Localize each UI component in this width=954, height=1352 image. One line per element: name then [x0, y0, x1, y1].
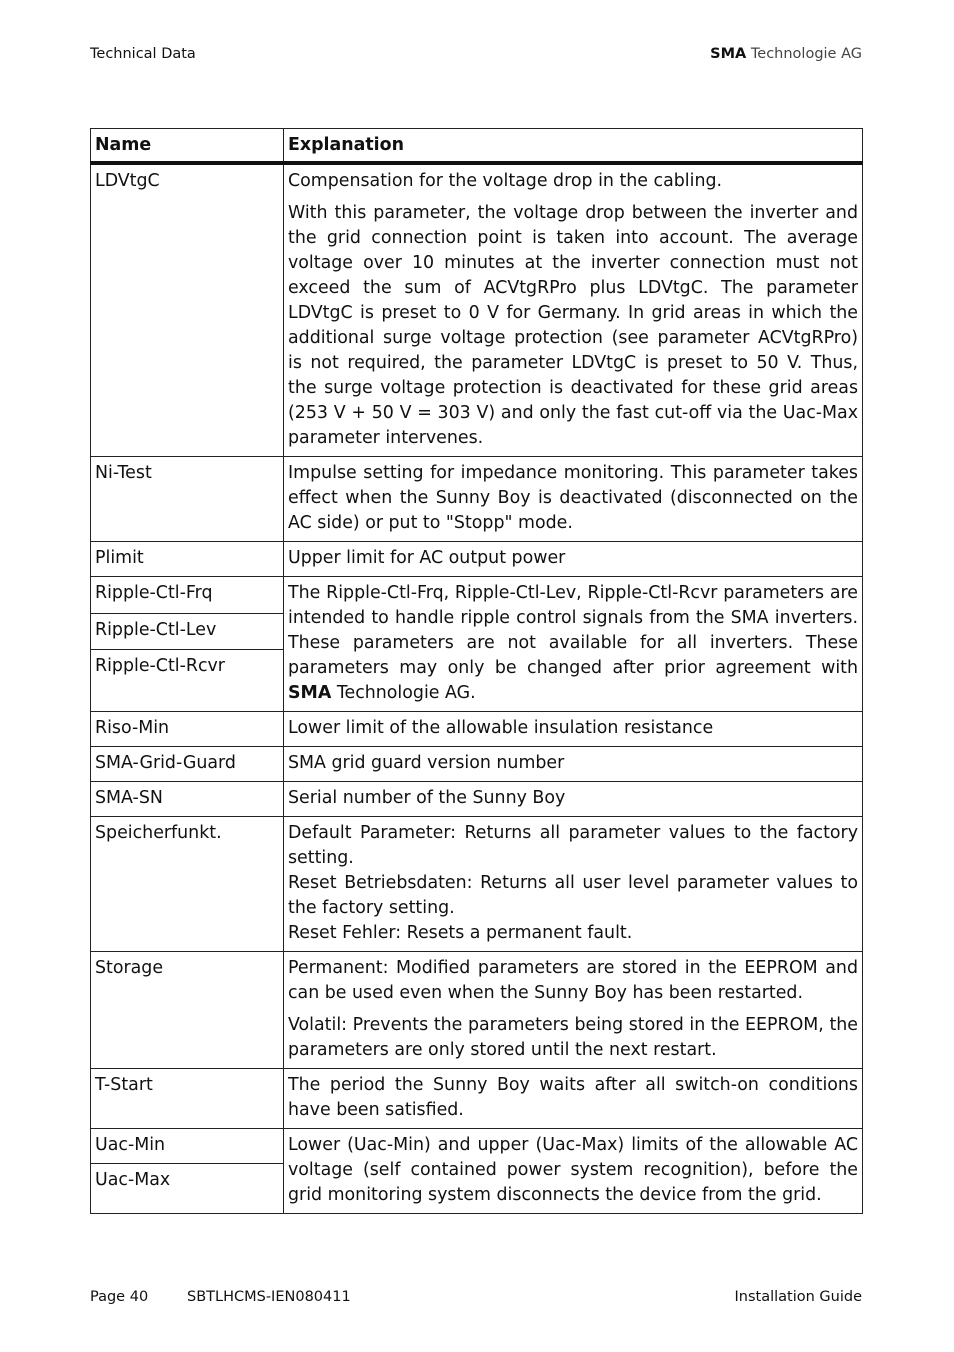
- document-id: SBTLHCMS-IEN080411: [187, 1289, 351, 1305]
- table-row: [91, 747, 863, 782]
- table-row: [91, 577, 863, 614]
- param-explanation: [284, 577, 863, 712]
- explanation-paragraph: Permanent: Modified parameters are stored in the EEPROM and can be used even when the Sunny Boy has been restarted.: [288, 958, 858, 1003]
- param-explanation: The period the Sunny Boy waits after all switch-on conditions have been satisfied.: [284, 1069, 863, 1129]
- param-explanation: Impulse setting for impedance monitoring. This parameter takes effect when the Sunny Boy is deactivated (disconnected on the AC side) or put to "Stopp" mode.: [284, 457, 863, 542]
- brand-name: SMA: [288, 683, 332, 703]
- table-row: [91, 782, 863, 817]
- table-row: [91, 457, 863, 542]
- column-header-name: Name: [91, 129, 284, 164]
- explanation-paragraph: Compensation for the voltage drop in the cabling.: [288, 171, 723, 191]
- param-name: T-Start: [91, 1069, 284, 1129]
- table-row: [91, 712, 863, 747]
- param-explanation: Lower (Uac-Min) and upper (Uac-Max) limits of the allowable AC voltage (self contained power system recognition), before the grid monitoring system disconnects the device from the grid.: [284, 1129, 863, 1214]
- page-number: Page 40: [90, 1289, 149, 1305]
- table-row: [91, 542, 863, 577]
- param-name: Storage: [91, 952, 284, 1069]
- explanation-line: Reset Fehler: Resets a permanent fault.: [288, 923, 633, 943]
- table-header-row: [91, 129, 863, 164]
- param-explanation: Lower limit of the allowable insulation resistance: [284, 712, 863, 747]
- param-explanation: [284, 817, 863, 952]
- company-name-rest: Technologie AG: [750, 46, 862, 62]
- param-explanation: SMA grid guard version number: [284, 747, 863, 782]
- document-title: Installation Guide: [734, 1289, 862, 1305]
- param-name: Riso-Min: [91, 712, 284, 747]
- explanation-line: Default Parameter: Returns all parameter values to the factory setting.: [288, 823, 858, 868]
- table-row: [91, 1129, 863, 1164]
- table-row: [91, 1069, 863, 1129]
- param-name: Ripple-Ctl-Lev: [91, 613, 284, 650]
- parameter-table: [90, 128, 863, 1214]
- param-name: SMA-Grid-Guard: [91, 747, 284, 782]
- param-name: Ni-Test: [91, 457, 284, 542]
- param-name: Uac-Max: [91, 1164, 284, 1214]
- explanation-text: Technologie AG.: [331, 683, 476, 703]
- table-row: [91, 163, 863, 457]
- header-company: [710, 46, 862, 62]
- explanation-paragraph: With this parameter, the voltage drop between the inverter and the grid connection point is taken into account. The average voltage over 10 minutes at the inverter connection must not exceed the sum of ACVtgRPro plus LDVtgC. The parameter LDVtgC is preset to 0 V for Germany. In grid areas in which the additional surge voltage protection (see parameter ACVtgRPro) is not required, the parameter LDVtgC is preset to 50 V. Thus, the surge voltage protection is deactivated for these grid areas (253 V + 50 V = 303 V) and only the fast cut-off via the Uac-Max parameter intervenes.: [288, 203, 858, 448]
- param-explanation: Upper limit for AC output power: [284, 542, 863, 577]
- brand-name: SMA: [710, 46, 747, 62]
- header-section-title: Technical Data: [90, 46, 196, 62]
- param-explanation: Serial number of the Sunny Boy: [284, 782, 863, 817]
- param-name: LDVtgC: [91, 163, 284, 457]
- explanation-paragraph: Volatil: Prevents the parameters being stored in the EEPROM, the parameters are only stored until the next restart.: [288, 1015, 858, 1060]
- param-name: Ripple-Ctl-Frq: [91, 577, 284, 614]
- table-row: [91, 952, 863, 1069]
- param-name: Uac-Min: [91, 1129, 284, 1164]
- explanation-text: The Ripple-Ctl-Frq, Ripple-Ctl-Lev, Ripple-Ctl-Rcvr parameters are intended to handle ripple control signals from the SMA inverters. These parameters are not available for all inverters. These parameters may only be changed after prior agreement with: [288, 583, 858, 678]
- param-explanation: [284, 952, 863, 1069]
- param-name: Ripple-Ctl-Rcvr: [91, 650, 284, 712]
- param-name: SMA-SN: [91, 782, 284, 817]
- param-explanation: [284, 163, 863, 457]
- param-name: Plimit: [91, 542, 284, 577]
- explanation-line: Reset Betriebsdaten: Returns all user level parameter values to the factory setting.: [288, 873, 858, 918]
- param-name: Speicherfunkt.: [91, 817, 284, 952]
- column-header-explanation: Explanation: [284, 129, 863, 164]
- table-row: [91, 817, 863, 952]
